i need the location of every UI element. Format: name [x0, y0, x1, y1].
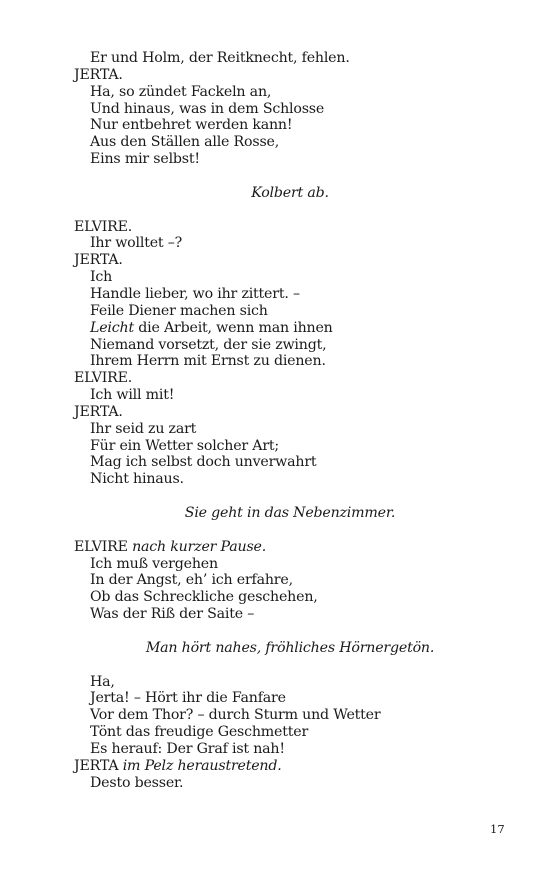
line-text: Tönt das freudige Geschmetter — [90, 724, 309, 740]
line-text: JERTA — [74, 757, 123, 774]
verse-line — [90, 556, 218, 573]
line-text: Ihrem Herrn mit Ernst zu dienen. — [90, 353, 326, 370]
verse-line — [90, 707, 380, 724]
line-text: die Arbeit, wenn man ihnen — [133, 319, 333, 336]
stage-direction — [0, 640, 550, 657]
verse-line — [90, 117, 292, 134]
verse-line — [90, 84, 271, 101]
speaker-name — [74, 404, 123, 421]
line-text: Mag ich selbst doch unverwahrt — [90, 454, 317, 471]
line-text: Man hört nahes, fröhliches Hörnergetön. — [145, 639, 435, 656]
line-text: Ob das Schreckliche geschehen, — [90, 589, 318, 606]
verse-line — [90, 303, 268, 320]
line-text: ELVIRE — [74, 538, 133, 555]
verse-line — [90, 269, 112, 286]
line-text: Desto besser. — [90, 774, 184, 791]
stage-direction — [0, 505, 550, 522]
line-text: JERTA. — [74, 66, 123, 83]
line-text: Feile Diener machen sich — [90, 302, 268, 319]
verse-line — [90, 741, 285, 758]
line-text: Niemand vorsetzt, der sie zwingt, — [90, 336, 327, 353]
line-text: Ich — [90, 269, 113, 285]
speaker-name — [74, 370, 132, 387]
line-text: Sie geht in das Nebenzimmer. — [184, 505, 396, 521]
verse-line — [90, 690, 286, 707]
line-text: Ihr seid zu zart — [90, 420, 197, 437]
line-text: Für ein Wetter solcher Art; — [90, 437, 280, 454]
stage-direction — [0, 185, 550, 202]
verse-line — [90, 589, 318, 606]
line-text: Vor dem Thor? – durch Sturm und Wetter — [90, 707, 381, 724]
inline-stage-direction: im Pelz heraustretend. — [122, 757, 282, 774]
line-text: Ha, so zündet Fackeln an, — [90, 83, 272, 100]
line-text: Und hinaus, was in dem Schlosse — [90, 100, 325, 117]
speaker-name — [74, 67, 123, 84]
verse-line — [90, 421, 196, 438]
verse-line — [90, 101, 324, 118]
speaker-name — [74, 252, 123, 269]
verse-line — [90, 353, 326, 370]
line-text: Aus den Ställen alle Rosse, — [90, 134, 280, 151]
verse-line — [90, 438, 279, 455]
line-text: Er und Holm, der Reitknecht, fehlen. — [90, 50, 350, 66]
speaker-name — [74, 539, 266, 556]
line-text: Ha, — [90, 673, 115, 690]
line-text: Was der Riß der Saite – — [90, 606, 255, 623]
line-text: Ich muß vergehen — [90, 555, 218, 572]
speaker-name — [74, 219, 132, 236]
line-text: Es herauf: Der Graf ist nah! — [90, 740, 285, 757]
emphasis: Leicht — [90, 319, 134, 336]
line-text: Jerta! – Hört ihr die Fanfare — [90, 690, 286, 707]
line-text: Kolbert ab. — [251, 184, 329, 201]
inline-stage-direction: nach kurzer Pause. — [132, 538, 267, 555]
line-text: Nur entbehret werden kann! — [90, 117, 293, 134]
verse-line — [90, 724, 308, 741]
line-text: Nicht hinaus. — [90, 471, 184, 488]
speaker-name — [74, 758, 282, 775]
verse-line — [90, 320, 333, 337]
verse-line — [90, 134, 279, 151]
line-text: Ich will mit! — [90, 387, 175, 403]
verse-line — [90, 235, 182, 252]
page-number: 17 — [490, 822, 505, 836]
verse-line — [90, 286, 300, 303]
verse-line — [90, 387, 174, 404]
line-text: JERTA. — [74, 403, 123, 420]
line-text: ELVIRE. — [74, 218, 133, 235]
verse-line — [90, 471, 184, 488]
verse-line — [90, 151, 200, 168]
verse-line — [90, 572, 293, 589]
verse-line — [90, 337, 326, 354]
verse-line — [90, 775, 183, 792]
line-text: Handle lieber, wo ihr zittert. – — [90, 285, 300, 302]
verse-line — [90, 50, 350, 67]
verse-line — [90, 606, 254, 623]
line-text: Ihr wolltet –? — [90, 235, 183, 252]
line-text: Eins mir selbst! — [90, 151, 200, 168]
line-text: JERTA. — [74, 252, 123, 269]
verse-line — [90, 674, 115, 691]
verse-line — [90, 454, 316, 471]
line-text: ELVIRE. — [74, 370, 133, 387]
line-text: In der Angst, eh’ ich erfahre, — [90, 572, 293, 589]
